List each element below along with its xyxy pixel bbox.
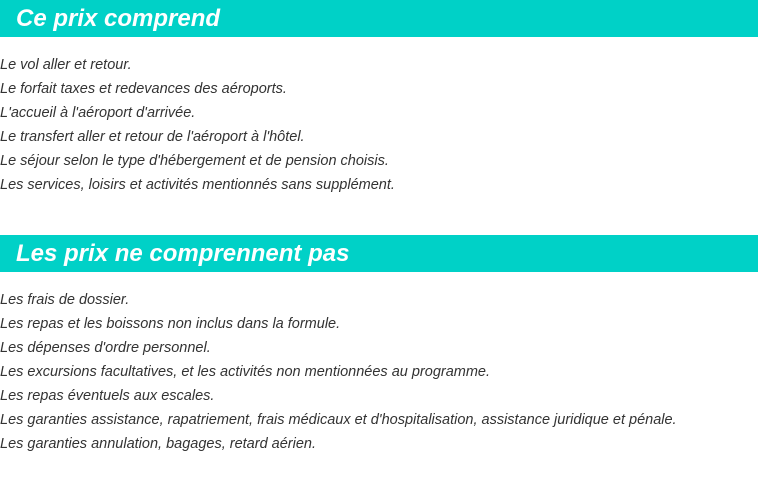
excluded-item: Les repas et les boissons non inclus dans la formule.: [0, 316, 341, 332]
included-list: [0, 53, 758, 197]
excluded-item: Les garanties assistance, rapatriement, frais médicaux et d'hospitalisation, assistance juridique et pénale.: [0, 412, 677, 428]
excluded-list: [0, 288, 758, 456]
excluded-section-title: Les prix ne comprennent pas: [0, 235, 758, 272]
excluded-section: [0, 235, 758, 456]
excluded-item: Les garanties annulation, bagages, retard aérien.: [0, 436, 316, 452]
excluded-item: Les repas éventuels aux escales.: [0, 388, 215, 404]
included-item: Le séjour selon le type d'hébergement et de pension choisis.: [0, 153, 389, 169]
included-item: L'accueil à l'aéroport d'arrivée.: [0, 105, 196, 121]
excluded-item: Les frais de dossier.: [0, 292, 130, 308]
included-item: Le vol aller et retour.: [0, 57, 132, 73]
excluded-item: Les excursions facultatives, et les activités non mentionnées au programme.: [0, 364, 491, 380]
included-item: Le forfait taxes et redevances des aéroports.: [0, 81, 287, 97]
excluded-item: Les dépenses d'ordre personnel.: [0, 340, 211, 356]
included-section: [0, 0, 758, 197]
included-item: Le transfert aller et retour de l'aéroport à l'hôtel.: [0, 129, 305, 145]
included-section-title: Ce prix comprend: [0, 0, 758, 37]
included-item: Les services, loisirs et activités mentionnés sans supplément.: [0, 177, 395, 193]
